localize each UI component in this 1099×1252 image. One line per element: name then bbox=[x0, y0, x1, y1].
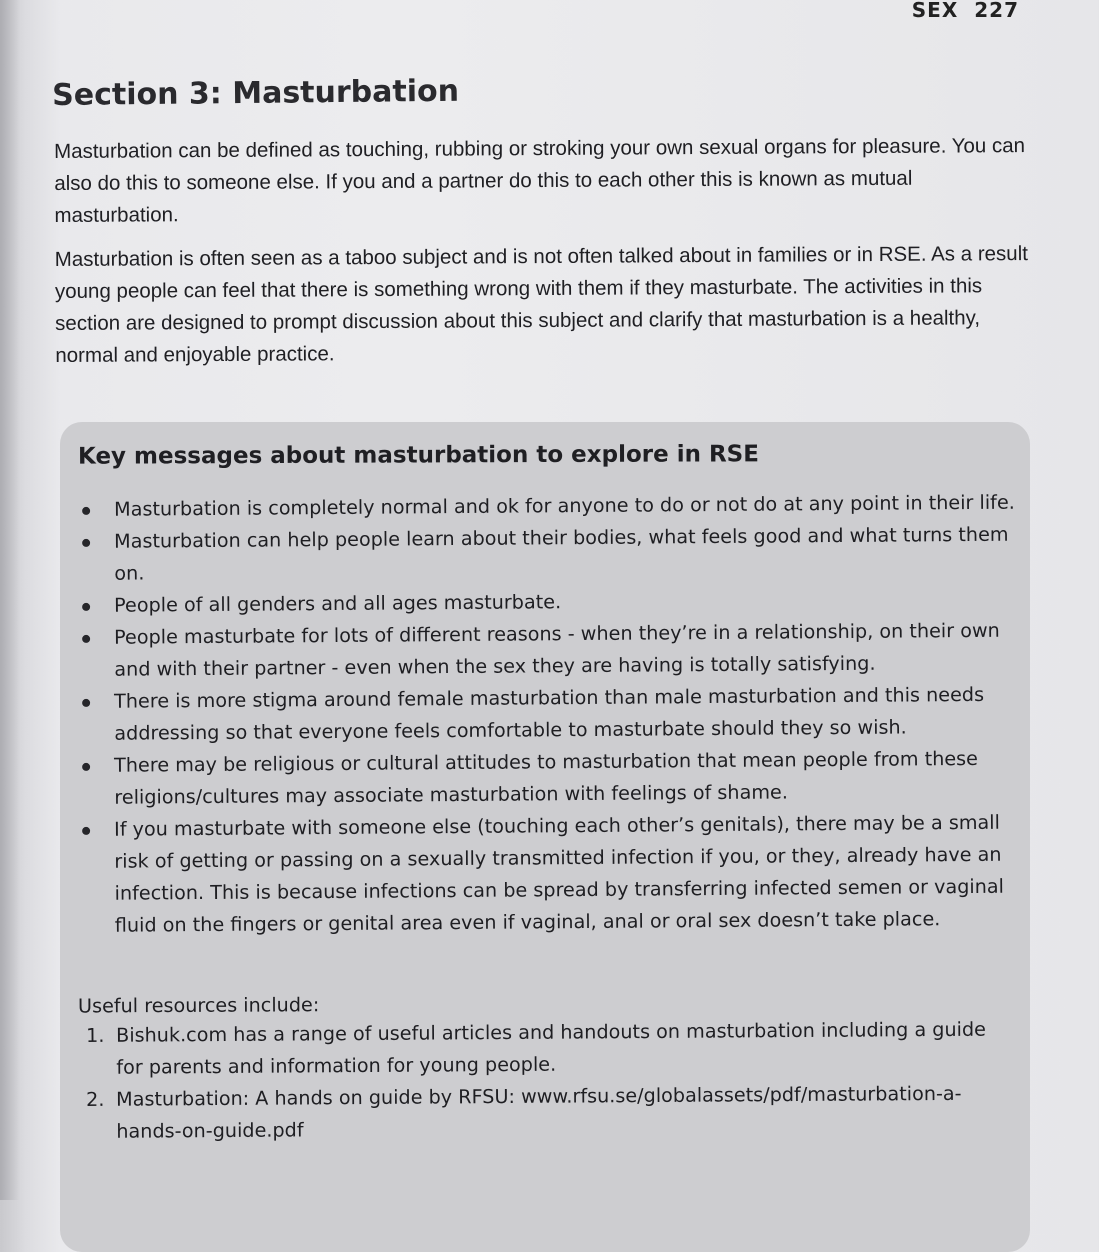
resources-heading: Useful resources include: bbox=[77, 993, 320, 1018]
list-item bbox=[78, 743, 1018, 814]
list-item-text: Masturbation can help people learn about their bodies, what feels good and what turns them on. bbox=[114, 522, 1009, 585]
list-item bbox=[78, 615, 1018, 686]
resource-number: 2. bbox=[86, 1087, 105, 1111]
list-item-text: There is more stigma around female masturbation than male masturbation and this needs addressing so that everyone feels comfortable to masturbate should they so wish. bbox=[114, 682, 985, 745]
list-item bbox=[78, 519, 1018, 590]
bullet-icon bbox=[82, 507, 90, 515]
page-number: 227 bbox=[974, 0, 1019, 22]
resource-item bbox=[78, 1077, 1018, 1148]
bullet-icon bbox=[82, 635, 90, 643]
bullet-icon bbox=[82, 539, 90, 547]
key-messages-title: Key messages about masturbation to explore in RSE bbox=[77, 441, 759, 470]
page-gutter-shadow bbox=[0, 0, 20, 1200]
list-item bbox=[78, 807, 1019, 942]
intro-paragraph: Masturbation is often seen as a taboo subject and is not often talked about in families or in RSE. As a result young people can feel that there is something wrong with them if they masturbate. The activities in this section are designed to prompt discussion about this subject and clarify that masturbation is a healthy, normal and enjoyable practice. bbox=[54, 242, 1028, 367]
intro-paragraph: Masturbation can be defined as touching, rubbing or stroking your own sexual organs for pleasure. You can also do this to someone else. If you and a partner do this to each other this is known as mutual masturbation. bbox=[54, 134, 1026, 227]
bullet-icon bbox=[82, 827, 90, 835]
useful-resources bbox=[78, 988, 1018, 1148]
resource-text: Bishuk.com has a range of useful articles and handouts on masturbation including a guide for parents and information for young people. bbox=[116, 1017, 986, 1079]
resource-text: Masturbation: A hands on guide by RFSU: www.rfsu.se/globalassets/pdf/masturbation-a-hands-on-guide.pdf bbox=[116, 1081, 962, 1143]
key-messages-box bbox=[60, 422, 1030, 1252]
resources-list bbox=[78, 1017, 1018, 1148]
running-title: SEX bbox=[911, 0, 959, 22]
bullet-icon bbox=[82, 603, 90, 611]
running-header bbox=[912, 0, 1019, 22]
key-messages-list bbox=[78, 490, 1018, 942]
bullet-icon bbox=[82, 699, 90, 707]
intro-text bbox=[54, 130, 1030, 384]
resource-number: 1. bbox=[86, 1023, 105, 1047]
bullet-icon bbox=[82, 763, 90, 771]
section-title: Section 3: Masturbation bbox=[52, 73, 460, 113]
list-item-text: Masturbation is completely normal and ok for anyone to do or not do at any point in their life. bbox=[114, 490, 1015, 521]
key-messages-content bbox=[78, 442, 1018, 1148]
list-item bbox=[78, 679, 1018, 750]
resource-item bbox=[78, 1013, 1018, 1084]
list-item-text: People masturbate for lots of different reasons - when they’re in a relationship, on their own and with their partner - even when the sex they are having is totally satisfying. bbox=[114, 618, 1000, 681]
list-item-text: If you masturbate with someone else (touching each other’s genitals), there may be a small risk of getting or passing on a sexually transmitted infection if you, or they, already have an infection. This is because infections can be spread by transferring infected semen or vaginal fluid on the fingers or genital area even if vaginal, anal or oral sex doesn’t take place. bbox=[114, 810, 1005, 937]
list-item-text: There may be religious or cultural attitudes to masturbation that mean people from these religions/cultures may associate masturbation with feelings of shame. bbox=[114, 746, 979, 809]
list-item-text: People of all genders and all ages masturbate. bbox=[114, 590, 562, 617]
